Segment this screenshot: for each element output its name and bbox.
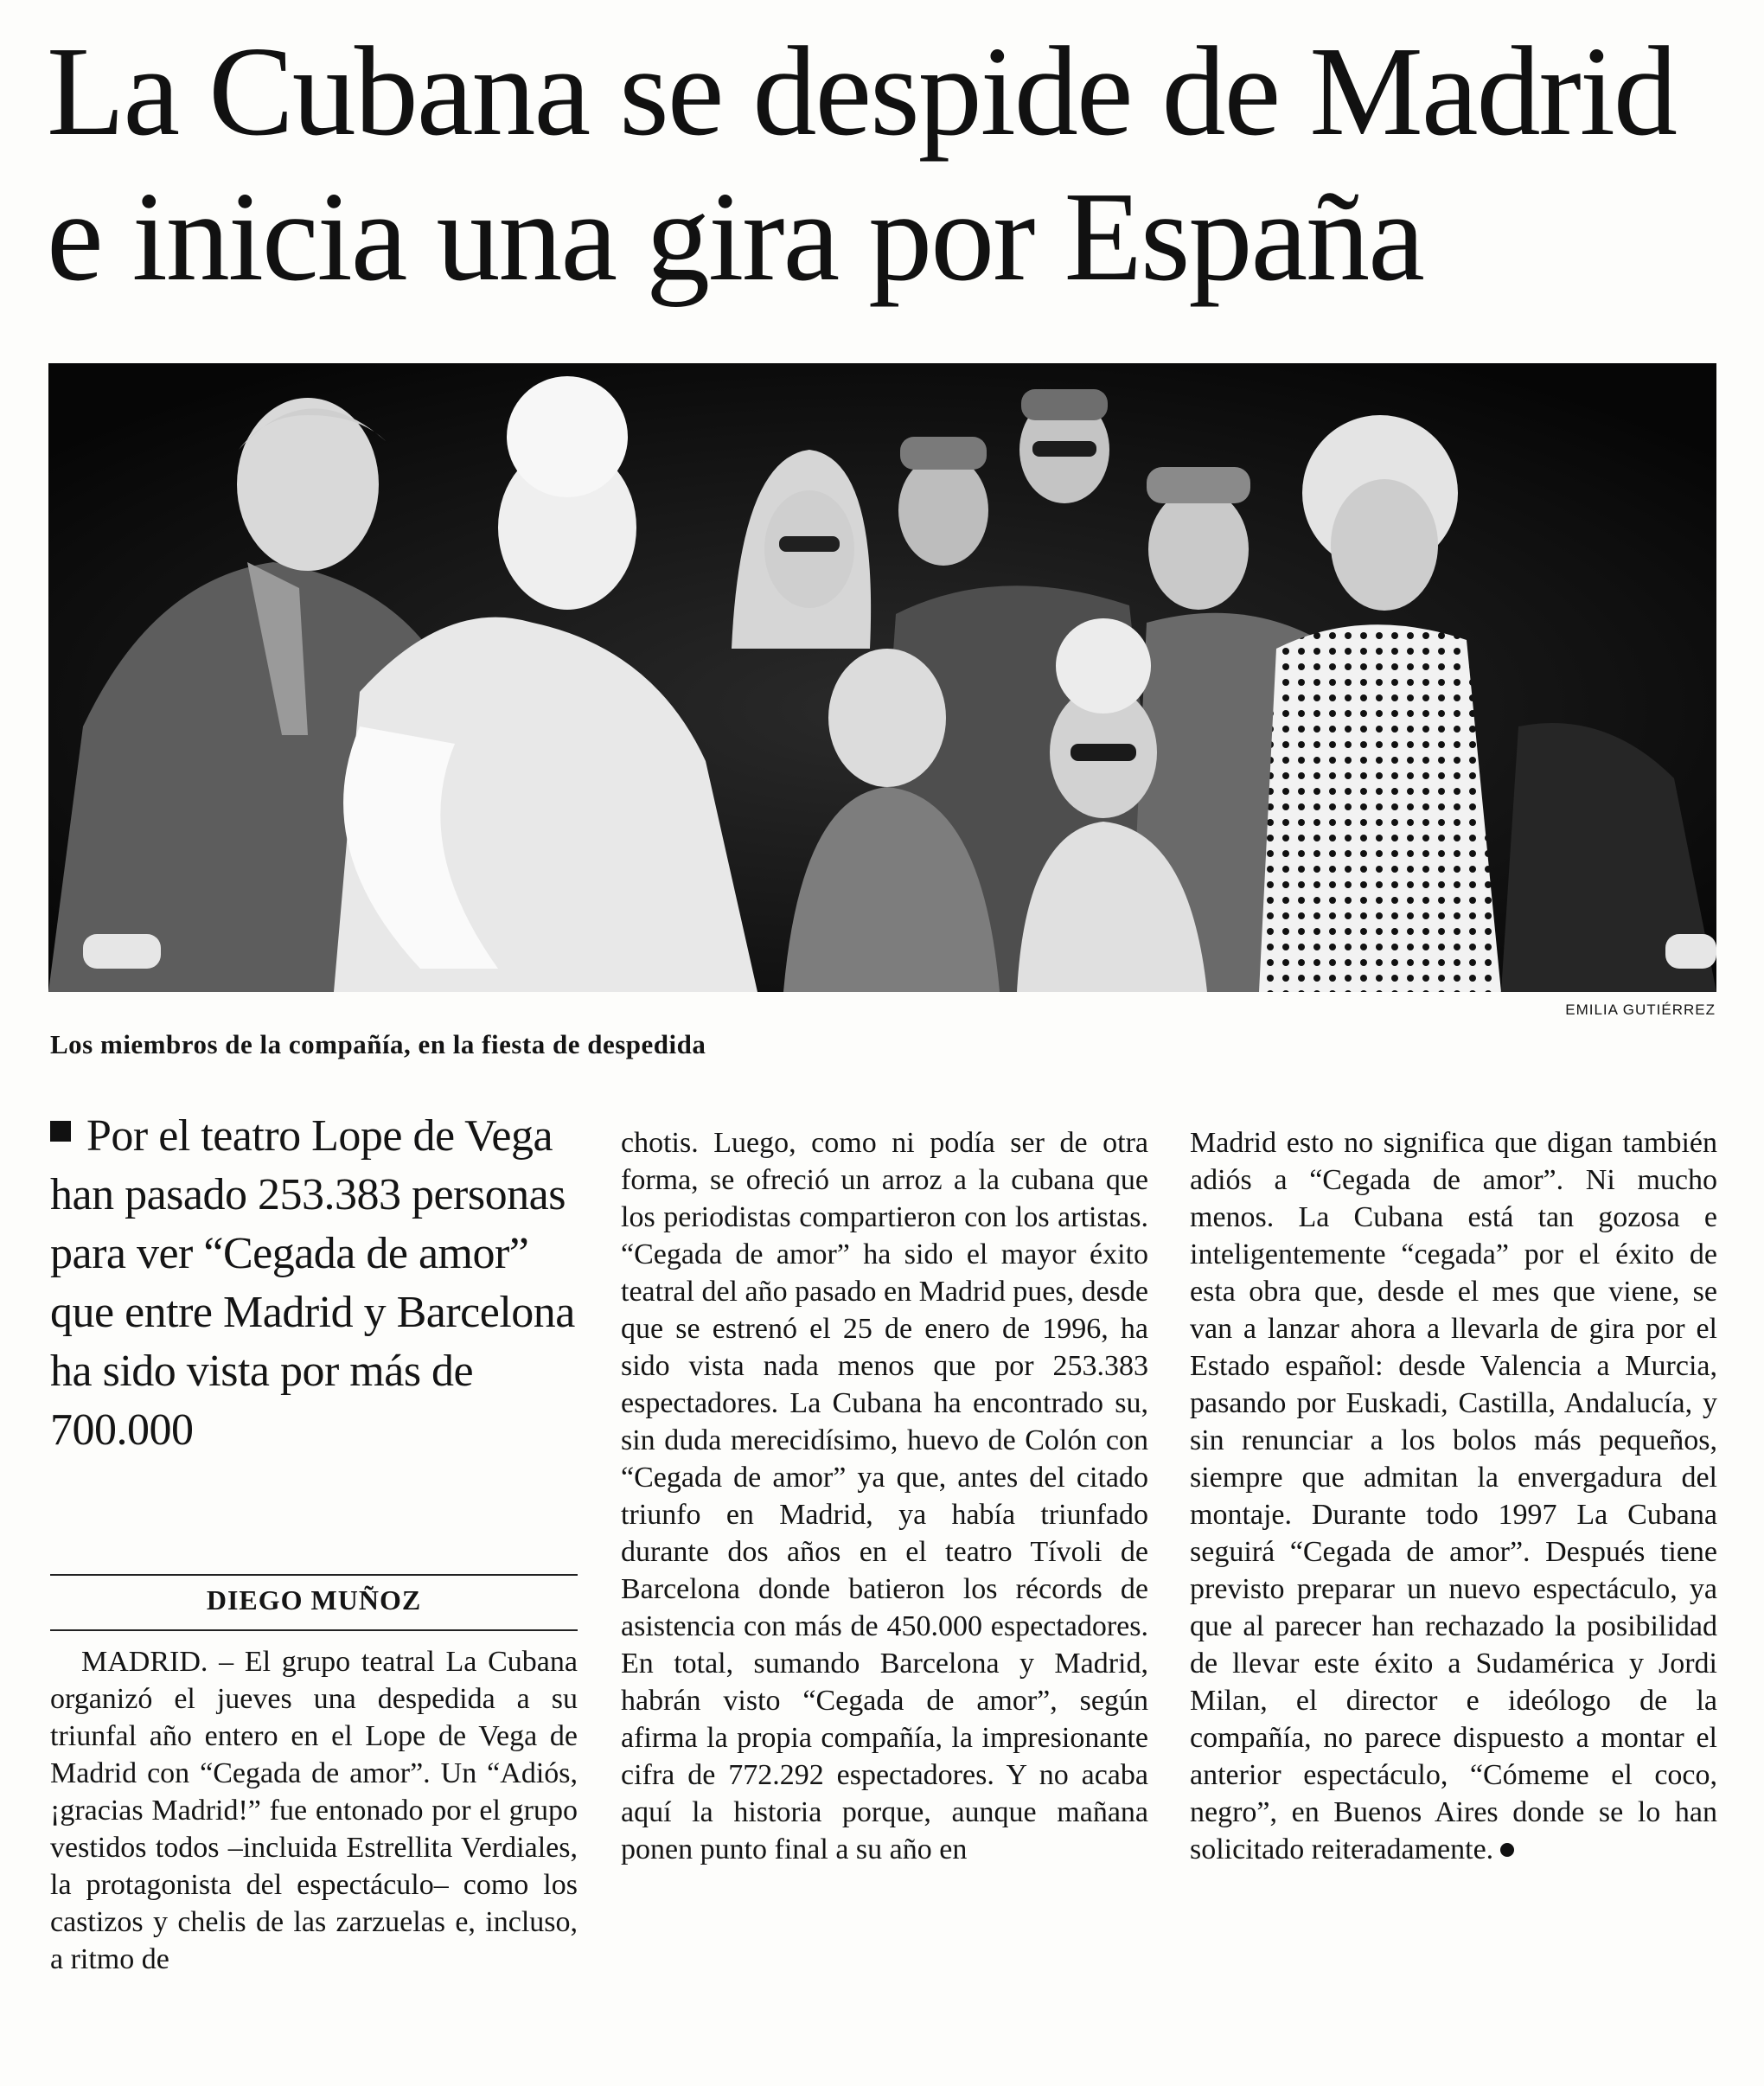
lead-text: Por el teatro Lope de Vega han pasado 253.383 personas para ver “Cegada de amor” que entre Madrid y Barcelona ha sido vista por más de 700.000: [50, 1111, 575, 1455]
photo-credit: EMILIA GUTIÉRREZ: [1565, 1001, 1716, 1018]
byline-rule-top: [50, 1574, 578, 1576]
byline-rule-bottom: [50, 1629, 578, 1631]
end-mark-icon: [1500, 1843, 1514, 1857]
article-photo: [48, 363, 1716, 992]
headline-line-2: e inicia una gira por España: [47, 166, 1423, 308]
body-column-1: MADRID. – El grupo teatral La Cubana organizó el jueves una despedida a su triunfal año entero en el Lope de Vega de Madrid con “Cegada de amor”. Un “Adiós, ¡gracias Madrid!” fue entonado por el grupo vestidos todos –incluida Estrellita Verdiales, la protagonista del espectáculo– como los castizos y chelis de las zarzuelas e, incluso, a ritmo de: [50, 1646, 578, 1975]
body-column-3: [1190, 1124, 1717, 1868]
lead-summary: [50, 1107, 586, 1460]
headline: [47, 19, 1742, 310]
headline-line-1: La Cubana se despide de Madrid: [47, 21, 1676, 163]
photo-caption: Los miembros de la compañía, en la fiesta de despedida: [50, 1029, 706, 1059]
body-column-2: chotis. Luego, como ni podía ser de otra forma, se ofreció un arroz a la cubana que los periodistas compartieron con los artistas. “Cegada de amor” ha sido el mayor éxito teatral del año pasado en Madrid pues, desde que se estrenó el 25 de enero de 1996, ha sido vista nada menos que por 253.383 espectadores. La Cubana ha encontrado su, sin duda merecidísimo, huevo de Colón con “Cegada de amor” ya que, antes del citado triunfo en Madrid, ya había triunfado durante dos años en el teatro Tívoli de Barcelona donde batieron los récords de asistencia con más de 450.000 espectadores. En total, sumando Barcelona y Madrid, habrán visto “Cegada de amor”, según afirma la propia compañía, la impresionante cifra de 772.292 espectadores. Y no acaba aquí la historia porque, aunque mañana ponen punto final a su año en: [621, 1127, 1148, 1865]
byline: DIEGO MUÑOZ: [206, 1584, 422, 1616]
photo-illustration: [48, 363, 1716, 992]
body-column-3-text: Madrid esto no significa que digan también adiós a “Cegada de amor”. Ni mucho menos. La Cubana está tan gozosa e inteligentemente “cegada” por el éxito de esta obra que, desde el mes que viene, se van a lanzar ahora a llevarla de gira por el Estado español: desde Valencia a Murcia, pasando por Euskadi, Castilla, Andalucía, y sin renunciar a los bolos más pequeños, siempre que admitan la envergadura del montaje. Durante todo 1997 La Cubana seguirá “Cegada de amor”. Después tiene previsto preparar un nuevo espectáculo, ya que al parecer han rechazado la posibilidad de llevar este éxito a Sudamérica y Jordi Milan, el director e ideólogo de la compañía, no parece dispuesto a montar el anterior espectáculo, “Cómeme el coco, negro”, en Buenos Aires donde se lo han solicitado reiteradamente.: [1190, 1127, 1717, 1865]
bullet-square-icon: [50, 1121, 71, 1142]
